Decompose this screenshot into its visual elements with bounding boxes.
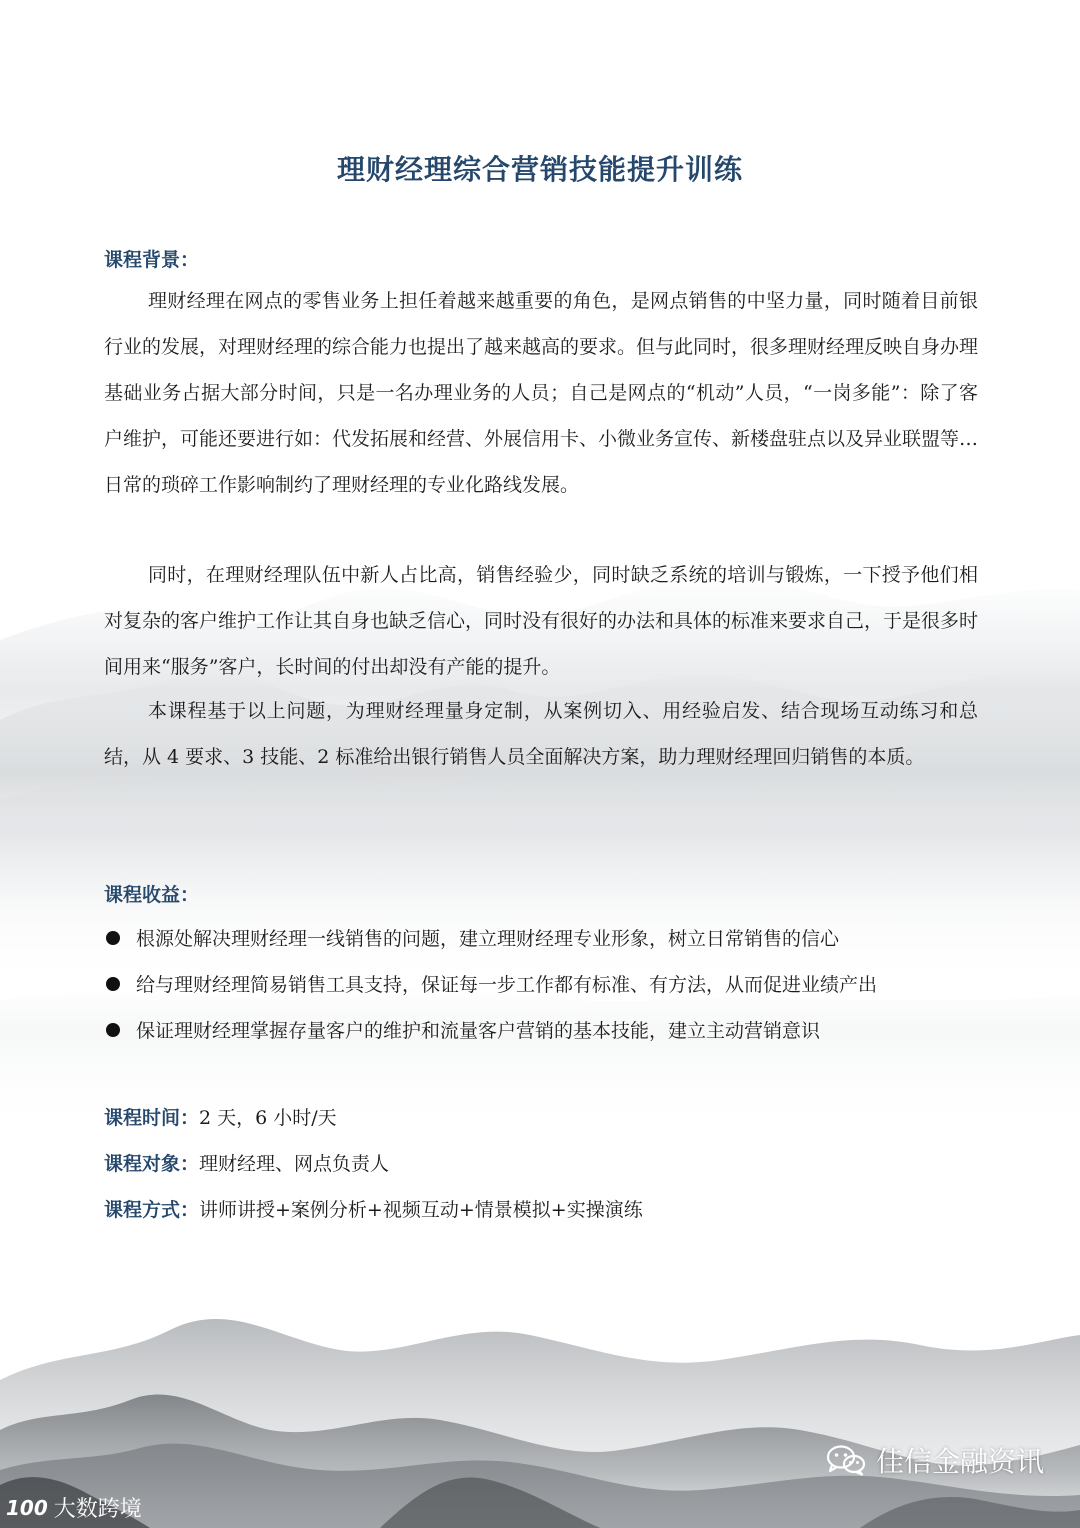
wechat-icon bbox=[826, 1444, 866, 1476]
benefits-list bbox=[104, 916, 1004, 1054]
benefits-heading: 课程收益： bbox=[104, 884, 200, 906]
background-heading: 课程背景： bbox=[104, 249, 200, 271]
bullet-dot-icon bbox=[106, 977, 120, 991]
list-item bbox=[104, 962, 1004, 1008]
bullet-dot-icon bbox=[106, 1023, 120, 1037]
course-method-label: 课程方式： bbox=[104, 1199, 200, 1221]
list-item bbox=[104, 1008, 1004, 1054]
course-audience-label: 课程对象： bbox=[104, 1153, 200, 1175]
background-paragraph-3: 本课程基于以上问题，为理财经理量身定制，从案例切入、用经验启发、结合现场互动练习和总结，从 4 要求、3 技能、2 标准给出银行销售人员全面解决方案，助力理财经理回归销售的本质。 bbox=[104, 700, 978, 768]
watermark-left-text: 大数跨境 bbox=[53, 1497, 142, 1522]
course-method-value: 讲师讲授+案例分析+视频互动+情景模拟+实操演练 bbox=[199, 1199, 643, 1221]
watermark-left bbox=[6, 1492, 142, 1523]
watermark-logo: 100 bbox=[6, 1495, 48, 1520]
course-time-row bbox=[104, 1103, 337, 1133]
benefit-text: 给与理财经理简易销售工具支持，保证每一步工作都有标准、有方法，从而促进业绩产出 bbox=[136, 974, 878, 996]
course-time-value: 2 天，6 小时/天 bbox=[199, 1107, 337, 1129]
bullet-dot-icon bbox=[106, 931, 120, 945]
background-paragraph-1: 理财经理在网点的零售业务上担任着越来越重要的角色，是网点销售的中坚力量，同时随着目前银行业的发展，对理财经理的综合能力也提出了越来越高的要求。但与此同时，很多理财经理反映自身办理基础业务占据大部分时间，只是一名办理业务的人员；自己是网点的“机动”人员，“一岗多能”：除了客户维护，可能还要进行如：代发拓展和经营、外展信用卡、小微业务宣传、新楼盘驻点以及异业联盟等…日常的琐碎工作影响制约了理财经理的专业化路线发展。 bbox=[104, 290, 979, 496]
course-time-label: 课程时间： bbox=[104, 1107, 200, 1129]
document-title: 理财经理综合营销技能提升训练 bbox=[336, 153, 743, 186]
watermark-right bbox=[826, 1440, 1044, 1480]
course-method-row bbox=[104, 1195, 643, 1225]
watermark-right-text: 佳信金融资讯 bbox=[875, 1445, 1044, 1478]
benefit-text: 保证理财经理掌握存量客户的维护和流量客户营销的基本技能，建立主动营销意识 bbox=[136, 1020, 821, 1042]
background-paragraph-2: 同时，在理财经理队伍中新人占比高，销售经验少，同时缺乏系统的培训与锻炼，一下授予他们相对复杂的客户维护工作让其自身也缺乏信心，同时没有很好的办法和具体的标准来要求自己，于是很多时间用来“服务”客户，长时间的付出却没有产能的提升。 bbox=[104, 564, 979, 678]
course-audience-value: 理财经理、网点负责人 bbox=[199, 1153, 390, 1175]
list-item bbox=[104, 916, 1004, 962]
course-audience-row bbox=[104, 1149, 389, 1179]
benefit-text: 根源处解决理财经理一线销售的问题，建立理财经理专业形象，树立日常销售的信心 bbox=[136, 928, 840, 950]
